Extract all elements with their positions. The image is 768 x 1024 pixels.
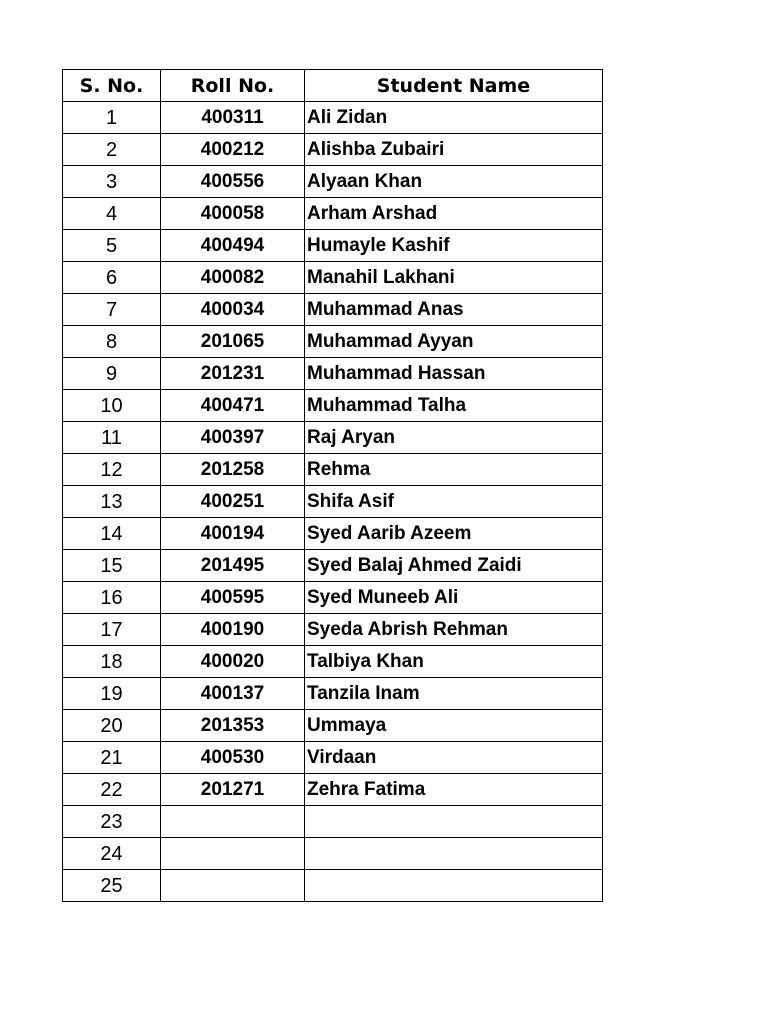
roll-number-cell: 400311 [161, 102, 305, 134]
table-row [63, 870, 603, 902]
table-row [63, 838, 603, 870]
student-name-cell: Rehma [305, 454, 603, 486]
roll-number-cell: 400530 [161, 742, 305, 774]
serial-number-cell: 13 [63, 486, 161, 518]
student-name-cell: Muhammad Talha [305, 390, 603, 422]
serial-number-cell: 23 [63, 806, 161, 838]
table-row [63, 422, 603, 454]
roll-number-cell: 201065 [161, 326, 305, 358]
student-name-cell: Tanzila Inam [305, 678, 603, 710]
table-row [63, 230, 603, 262]
header-roll-number: Roll No. [161, 70, 305, 102]
roll-number-cell: 400190 [161, 614, 305, 646]
table-row [63, 358, 603, 390]
header-student-name: Student Name [305, 70, 603, 102]
roll-number-cell: 400034 [161, 294, 305, 326]
roll-number-cell: 400494 [161, 230, 305, 262]
student-name-cell: Muhammad Ayyan [305, 326, 603, 358]
table-row [63, 262, 603, 294]
serial-number-cell: 20 [63, 710, 161, 742]
serial-number-cell: 17 [63, 614, 161, 646]
header-row [63, 70, 603, 102]
student-name-cell: Humayle Kashif [305, 230, 603, 262]
table-row [63, 742, 603, 774]
roll-number-cell: 400251 [161, 486, 305, 518]
student-name-cell: Syed Aarib Azeem [305, 518, 603, 550]
serial-number-cell: 14 [63, 518, 161, 550]
roll-number-cell: 201353 [161, 710, 305, 742]
student-name-cell: Arham Arshad [305, 198, 603, 230]
serial-number-cell: 10 [63, 390, 161, 422]
table-row [63, 134, 603, 166]
student-name-cell: Syed Balaj Ahmed Zaidi [305, 550, 603, 582]
roll-number-cell: 400082 [161, 262, 305, 294]
roster-body [63, 102, 603, 902]
table-row [63, 390, 603, 422]
roll-number-cell [161, 838, 305, 870]
student-name-cell: Muhammad Hassan [305, 358, 603, 390]
student-name-cell [305, 870, 603, 902]
serial-number-cell: 9 [63, 358, 161, 390]
roll-number-cell: 400556 [161, 166, 305, 198]
roll-number-cell [161, 806, 305, 838]
student-name-cell: Syed Muneeb Ali [305, 582, 603, 614]
roll-number-cell [161, 870, 305, 902]
student-name-cell: Shifa Asif [305, 486, 603, 518]
serial-number-cell: 12 [63, 454, 161, 486]
table-row [63, 486, 603, 518]
roll-number-cell: 400212 [161, 134, 305, 166]
table-row [63, 550, 603, 582]
student-name-cell: Alishba Zubairi [305, 134, 603, 166]
serial-number-cell: 11 [63, 422, 161, 454]
header-serial-number: S. No. [63, 70, 161, 102]
roll-number-cell: 400058 [161, 198, 305, 230]
roll-number-cell: 400194 [161, 518, 305, 550]
student-name-cell: Ummaya [305, 710, 603, 742]
student-name-cell: Muhammad Anas [305, 294, 603, 326]
student-name-cell [305, 806, 603, 838]
roll-number-cell: 400137 [161, 678, 305, 710]
table-row [63, 646, 603, 678]
table-row [63, 326, 603, 358]
student-name-cell: Zehra Fatima [305, 774, 603, 806]
roll-number-cell: 201271 [161, 774, 305, 806]
serial-number-cell: 22 [63, 774, 161, 806]
roll-number-cell: 400020 [161, 646, 305, 678]
student-name-cell: Virdaan [305, 742, 603, 774]
serial-number-cell: 18 [63, 646, 161, 678]
student-name-cell: Manahil Lakhani [305, 262, 603, 294]
serial-number-cell: 1 [63, 102, 161, 134]
student-roster-table [62, 69, 603, 902]
serial-number-cell: 19 [63, 678, 161, 710]
table-row [63, 710, 603, 742]
roll-number-cell: 201258 [161, 454, 305, 486]
student-name-cell: Raj Aryan [305, 422, 603, 454]
serial-number-cell: 16 [63, 582, 161, 614]
roll-number-cell: 400397 [161, 422, 305, 454]
roll-number-cell: 201231 [161, 358, 305, 390]
table-row [63, 294, 603, 326]
serial-number-cell: 25 [63, 870, 161, 902]
table-row [63, 198, 603, 230]
student-name-cell: Talbiya Khan [305, 646, 603, 678]
table-row [63, 774, 603, 806]
table-row [63, 102, 603, 134]
serial-number-cell: 5 [63, 230, 161, 262]
roll-number-cell: 400471 [161, 390, 305, 422]
serial-number-cell: 6 [63, 262, 161, 294]
serial-number-cell: 3 [63, 166, 161, 198]
student-name-cell [305, 838, 603, 870]
roll-number-cell: 201495 [161, 550, 305, 582]
table-row [63, 582, 603, 614]
student-name-cell: Ali Zidan [305, 102, 603, 134]
table-row [63, 518, 603, 550]
serial-number-cell: 4 [63, 198, 161, 230]
serial-number-cell: 15 [63, 550, 161, 582]
table-row [63, 678, 603, 710]
table-row [63, 454, 603, 486]
table-row [63, 614, 603, 646]
table-row [63, 166, 603, 198]
table-row [63, 806, 603, 838]
serial-number-cell: 24 [63, 838, 161, 870]
serial-number-cell: 21 [63, 742, 161, 774]
student-name-cell: Alyaan Khan [305, 166, 603, 198]
serial-number-cell: 8 [63, 326, 161, 358]
roll-number-cell: 400595 [161, 582, 305, 614]
student-name-cell: Syeda Abrish Rehman [305, 614, 603, 646]
serial-number-cell: 7 [63, 294, 161, 326]
serial-number-cell: 2 [63, 134, 161, 166]
